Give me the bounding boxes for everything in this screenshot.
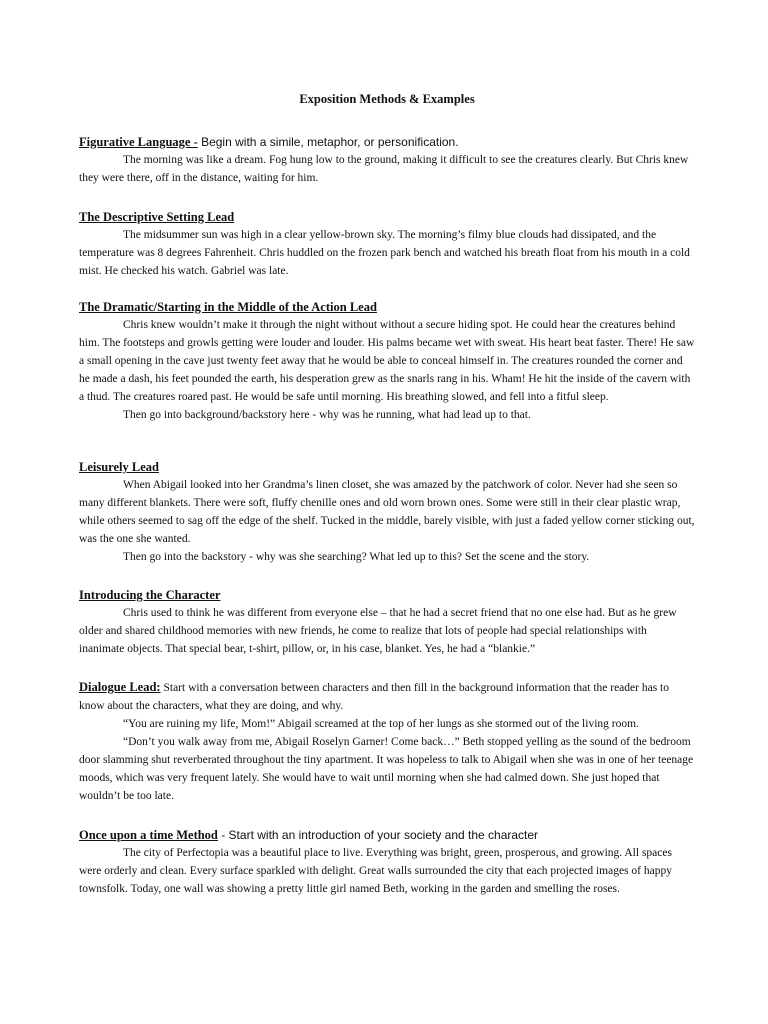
- paragraph: Then go into background/backstory here - why was he running, what had lead up to that.: [123, 409, 531, 421]
- section-leisurely-lead: [79, 458, 695, 566]
- section-heading-line: [79, 298, 695, 316]
- section-heading-line: [79, 133, 695, 151]
- paragraph: Chris knew wouldn’t make it through the night without without a secure hiding spot. He could hear the creatures behind him. The footsteps and growls getting were louder and louder. His palms became wet with sweat. His heart beat faster. There! He saw a small opening in the cave just twenty feet away that he would be able to conceal himself in. The creatures rounded the corner and he made a dash, his feet pounded the earth, his desperation grew as the snarls rang in his. Wham! He hit the inside of the cavern with a thud. The creatures roared past. He would be safe until morning. His breathing slowed, and fell into a fitful sleep.: [79, 319, 695, 403]
- section-heading-line: [79, 678, 695, 715]
- section-heading-line: [79, 586, 695, 604]
- section-dramatic-lead: [79, 298, 695, 424]
- section-heading: Leisurely Lead: [79, 460, 159, 474]
- section-heading: Figurative Language -: [79, 135, 198, 149]
- section-heading-line: [79, 826, 695, 844]
- section-heading-line: [79, 458, 695, 476]
- section-heading: Introducing the Character: [79, 588, 221, 602]
- section-introducing-the-character: [79, 586, 695, 658]
- section-heading-description: Begin with a simile, metaphor, or personification.: [197, 135, 459, 149]
- section-heading: Dialogue Lead:: [79, 680, 161, 694]
- paragraph: “You are ruining my life, Mom!” Abigail screamed at the top of her lungs as she stormed out of the living room.: [123, 718, 639, 730]
- paragraph: The morning was like a dream. Fog hung low to the ground, making it difficult to see the creatures clearly. But Chris knew they were there, off in the distance, waiting for him.: [79, 154, 689, 184]
- paragraph: The midsummer sun was high in a clear yellow-brown sky. The morning’s filmy blue clouds had dissipated, and the temperature was 8 degrees Fahrenheit. Chris huddled on the frozen park bench and watched his breath float from his mouth in a cold mist. He checked his watch. Gabriel was late.: [79, 229, 690, 277]
- section-heading-line: [79, 208, 695, 226]
- page-title: Exposition Methods & Examples: [299, 92, 475, 106]
- section-heading-description: - Start with an introduction of your society and the character: [217, 828, 539, 842]
- document-page: [79, 92, 695, 895]
- section-dialogue-lead: [79, 678, 695, 805]
- paragraph: Chris used to think he was different from everyone else – that he had a secret friend that no one else had. But as he grew older and shared childhood memories with new friends, he come to realize that lots of people had special relationships with inanimate objects. That special bear, t-shirt, pillow, or, in his case, blanket. Yes, he had a “blankie.”: [79, 607, 677, 655]
- section-heading: The Descriptive Setting Lead: [79, 210, 235, 224]
- section-heading: The Dramatic/Starting in the Middle of the Action Lead: [79, 300, 377, 314]
- paragraph: When Abigail looked into her Grandma’s linen closet, she was amazed by the patchwork of color. Never had she seen so many different blankets. There were soft, fluffy chenille ones and old worn brown ones. Some were still in their clear plastic wrap, while others seemed to sag off the edge of the shelf. Tucked in the middle, barely visible, with just a faded yellow corner sticking out, was the one she wanted.: [79, 479, 695, 545]
- section-once-upon-a-time: [79, 826, 695, 898]
- paragraph: “Don’t you walk away from me, Abigail Roselyn Garner! Come back…” Beth stopped yelling as the sound of the bedroom door slamming shut reverberated throughout the tiny apartment. It was hopeless to talk to Abigail when she was in one of her teenage moods, which was very frequent lately. She would have to wait until morning when she had calmed down. She just hoped that wouldn’t be too late.: [79, 736, 694, 802]
- paragraph: Then go into the backstory - why was she searching? What led up to this? Set the scene and the story.: [123, 551, 590, 563]
- section-heading: Once upon a time Method: [79, 828, 218, 842]
- section-heading-description: Start with a conversation between characters and then fill in the background information that the reader has to know about the characters, what they are doing, and why.: [79, 682, 669, 712]
- section-figurative-language: [79, 133, 695, 187]
- section-descriptive-setting-lead: [79, 208, 695, 280]
- paragraph: The city of Perfectopia was a beautiful place to live. Everything was bright, green, prosperous, and growing. All spaces were orderly and clean. Every surface sparkled with delight. Great walls surrounded the city that each projected images of happy townsfolk. Today, one wall was showing a pretty little girl named Beth, working in the garden and smelling the roses.: [79, 847, 672, 895]
